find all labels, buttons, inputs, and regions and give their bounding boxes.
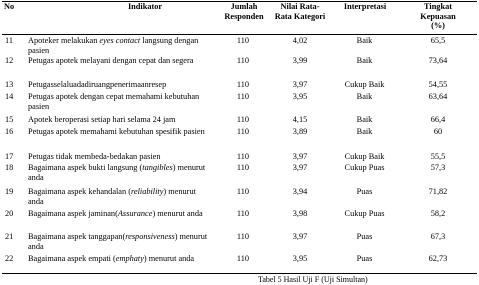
cell-interpretasi: Cukup Puas [344, 163, 385, 172]
cell-nilai: 3,97 [292, 232, 308, 241]
table-row [0, 254, 479, 272]
cell-nilai: 3,95 [292, 92, 308, 101]
table-bottom-rule [2, 273, 477, 274]
header-tingkat-kepuasan: Tingkat Kepuasan (%) [420, 2, 456, 30]
cell-indikator: Bagaimana aspek kehandalan (reliability) menurut anda [28, 187, 196, 206]
cell-interpretasi: Cukup Puas [344, 209, 385, 218]
cell-interpretasi: Puas [356, 232, 373, 241]
cell-indikator: Apotek beroperasi setiap hari selama 24 jam [28, 115, 176, 124]
cell-interpretasi: Baik [356, 127, 373, 136]
cell-no: 17 [5, 152, 14, 161]
table-row [0, 209, 479, 227]
header-rule [2, 34, 477, 35]
header-indikator: Indikator [127, 2, 163, 11]
cell-tingkat: 63,64 [428, 92, 448, 101]
cell-no: 19 [5, 187, 14, 196]
cell-jumlah: 110 [236, 232, 250, 241]
cell-interpretasi: Cukup Baik [344, 152, 385, 161]
cell-indikator: Apoteker melakukan eyes contact langsung dengan pasien [28, 36, 199, 55]
table-row [0, 232, 479, 250]
cell-indikator: Petugas apotek dengan cepat memahami kebutuhan pasien [28, 92, 200, 111]
cell-tingkat: 67,3 [430, 232, 446, 241]
cell-jumlah: 110 [236, 152, 250, 161]
cell-indikator: Petugas apotek memahami kebutuhan spesifik pasien [28, 127, 205, 136]
cell-nilai: 3,94 [292, 187, 308, 196]
cell-tingkat: 73,64 [428, 56, 448, 65]
cell-no: 16 [5, 127, 14, 136]
cell-no: 21 [5, 232, 14, 241]
cell-interpretasi: Baik [356, 36, 373, 45]
header-no: No [4, 2, 15, 11]
cell-nilai: 3,99 [292, 56, 308, 65]
cell-indikator: Bagaimana aspek bukti langsung (tangibles) menurut anda [28, 163, 206, 182]
cell-interpretasi: Cukup Baik [344, 80, 385, 89]
cell-indikator: Bagaimana aspek jaminan(Assurance) menurut anda [28, 209, 203, 218]
cell-no: 18 [5, 163, 14, 172]
header-jumlah-responden: Jumlah Responden [224, 2, 264, 21]
cell-indikator: Petugas apotek melayani dengan cepat dan segera [28, 56, 194, 65]
cell-nilai: 3,97 [292, 80, 308, 89]
header-interpretasi: Interpretasi [343, 2, 387, 11]
cell-no: 20 [5, 209, 14, 218]
cell-interpretasi: Baik [356, 92, 373, 101]
cell-nilai: 4,15 [292, 115, 308, 124]
cell-indikator: Petugas tidak membeda-bedakan pasien [28, 152, 161, 161]
cell-interpretasi: Baik [356, 115, 373, 124]
cell-jumlah: 110 [236, 36, 250, 45]
table-row [0, 163, 479, 181]
cell-jumlah: 110 [236, 254, 250, 263]
cell-no: 15 [5, 115, 14, 124]
cell-indikator: Bagaimana aspek empati (emphaty) menurut anda [28, 254, 195, 263]
cell-jumlah: 110 [236, 187, 250, 196]
cell-no: 11 [5, 36, 13, 45]
cell-jumlah: 110 [236, 127, 250, 136]
table-row [0, 56, 479, 74]
cell-tingkat: 58,2 [430, 209, 446, 218]
header-nilai-rata: Nilai Rata-Rata Kategori [274, 2, 326, 21]
cell-tingkat: 55,5 [430, 152, 446, 161]
cell-indikator: Bagaimana aspek tanggapan(responsiveness) menurut anda [28, 232, 208, 251]
cell-nilai: 4,02 [292, 36, 308, 45]
cell-tingkat: 54,55 [428, 80, 448, 89]
table-caption: Tabel 5 Hasil Uji F (Uji Simultan) [258, 275, 368, 284]
cell-jumlah: 110 [236, 115, 250, 124]
cell-tingkat: 57,3 [430, 163, 446, 172]
cell-jumlah: 110 [236, 80, 250, 89]
cell-interpretasi: Puas [356, 187, 373, 196]
cell-tingkat: 66,4 [430, 115, 446, 124]
cell-nilai: 3,97 [292, 152, 308, 161]
cell-interpretasi: Puas [356, 254, 373, 263]
table-row [0, 36, 479, 54]
cell-jumlah: 110 [236, 56, 250, 65]
cell-nilai: 3,89 [292, 127, 308, 136]
cell-no: 22 [5, 254, 14, 263]
cell-tingkat: 60 [433, 127, 443, 136]
cell-interpretasi: Baik [356, 56, 373, 65]
table-row [0, 92, 479, 110]
cell-no: 13 [5, 80, 14, 89]
cell-indikator: Petugasselaluadadiruangpenerimaanresep [28, 80, 167, 89]
cell-no: 14 [5, 92, 14, 101]
cell-jumlah: 110 [236, 209, 250, 218]
cell-tingkat: 62,73 [428, 254, 448, 263]
cell-nilai: 3,95 [292, 254, 308, 263]
cell-tingkat: 65,5 [430, 36, 446, 45]
cell-nilai: 3,97 [292, 163, 308, 172]
table-row [0, 127, 479, 145]
cell-jumlah: 110 [236, 92, 250, 101]
cell-no: 12 [5, 56, 14, 65]
cell-tingkat: 71,82 [428, 187, 448, 196]
cell-nilai: 3,98 [292, 209, 308, 218]
cell-jumlah: 110 [236, 163, 250, 172]
table-row [0, 187, 479, 205]
